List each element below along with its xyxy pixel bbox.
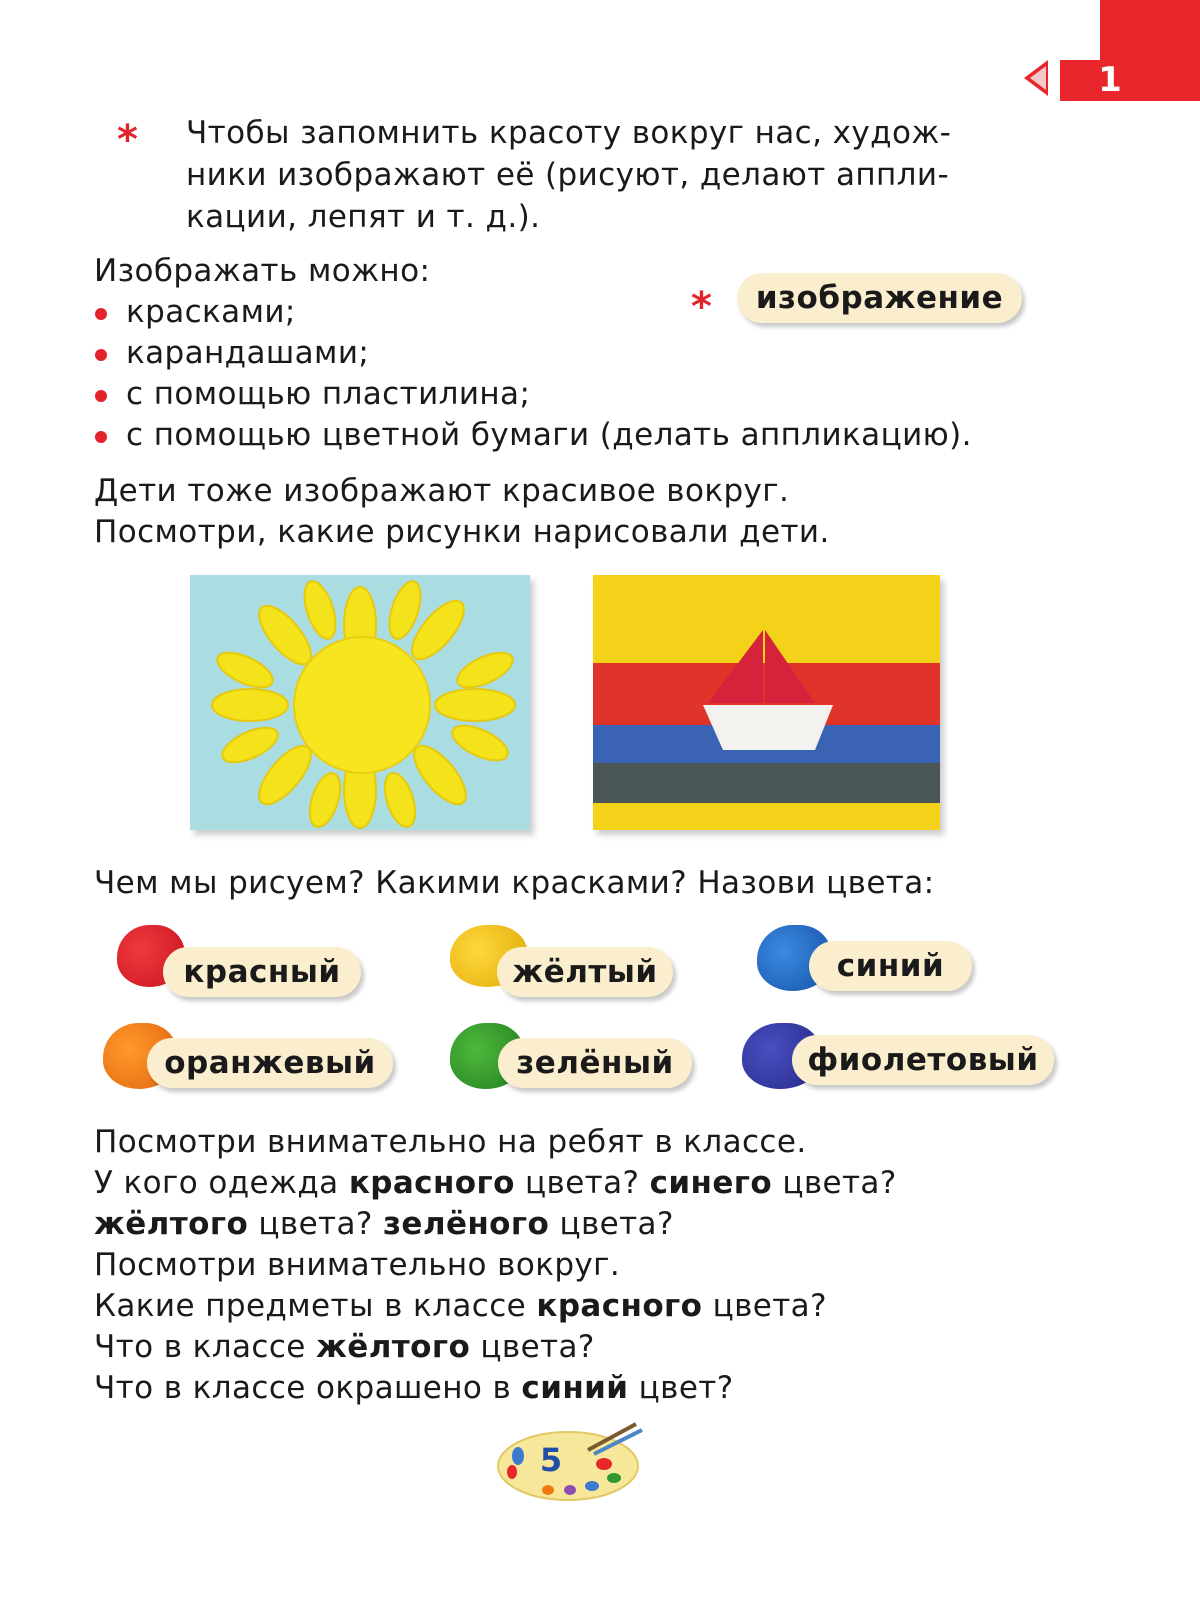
- intro-line-1: Чтобы запомнить красоту вокруг нас, худож-: [186, 115, 952, 151]
- classroom-line-5: Какие предметы в классе красного цвета?: [94, 1288, 827, 1324]
- star-icon: *: [691, 284, 712, 330]
- color-label-red: красный: [163, 947, 361, 997]
- keyword-pill: изображение: [737, 273, 1022, 323]
- classroom-line-3: жёлтого цвета? зелёного цвета?: [94, 1206, 674, 1242]
- intro-line-2: ники изображают её (рисуют, делают аппли-: [186, 157, 950, 193]
- children-line-2: Посмотри, какие рисунки нарисовали дети.: [94, 514, 830, 550]
- sailboat-icon: [593, 575, 940, 830]
- colors-question: Чем мы рисуем? Какими красками? Назови цвета:: [94, 865, 935, 901]
- children-line-1: Дети тоже изображают красивое вокруг.: [94, 473, 790, 509]
- classroom-line-6: Что в классе жёлтого цвета?: [94, 1329, 595, 1365]
- sun-drawing: [190, 575, 530, 830]
- bullet-icon: [95, 349, 107, 361]
- pencil-tip-highlight: [1030, 66, 1046, 90]
- star-icon: *: [117, 117, 138, 163]
- list-item: красками;: [126, 294, 296, 330]
- page-number: 5: [539, 1441, 563, 1479]
- bullet-icon: [95, 308, 107, 320]
- boat-drawing: [593, 575, 940, 830]
- color-label-violet: фиолетовый: [792, 1035, 1054, 1085]
- classroom-line-4: Посмотри внимательно вокруг.: [94, 1247, 621, 1283]
- color-label-orange: оранжевый: [147, 1038, 393, 1088]
- list-item: с помощью пластилина;: [126, 376, 531, 412]
- classroom-line-1: Посмотри внимательно на ребят в классе.: [94, 1124, 807, 1160]
- bullet-icon: [95, 431, 107, 443]
- bullet-icon: [95, 390, 107, 402]
- classroom-line-7: Что в классе окрашено в синий цвет?: [94, 1370, 734, 1406]
- intro-line-3: кации, лепят и т. д.).: [186, 199, 541, 235]
- color-label-yellow: жёлтый: [497, 947, 673, 997]
- color-label-green: зелёный: [498, 1038, 692, 1088]
- sun-icon: [190, 575, 530, 830]
- list-heading: Изображать можно:: [94, 253, 431, 289]
- classroom-line-2: У кого одежда красного цвета? синего цвета?: [94, 1165, 897, 1201]
- list-item: карандашами;: [126, 335, 370, 371]
- chapter-number: 1: [1098, 60, 1122, 100]
- color-label-blue: синий: [809, 941, 972, 991]
- list-item: с помощью цветной бумаги (делать аппликацию).: [126, 417, 972, 453]
